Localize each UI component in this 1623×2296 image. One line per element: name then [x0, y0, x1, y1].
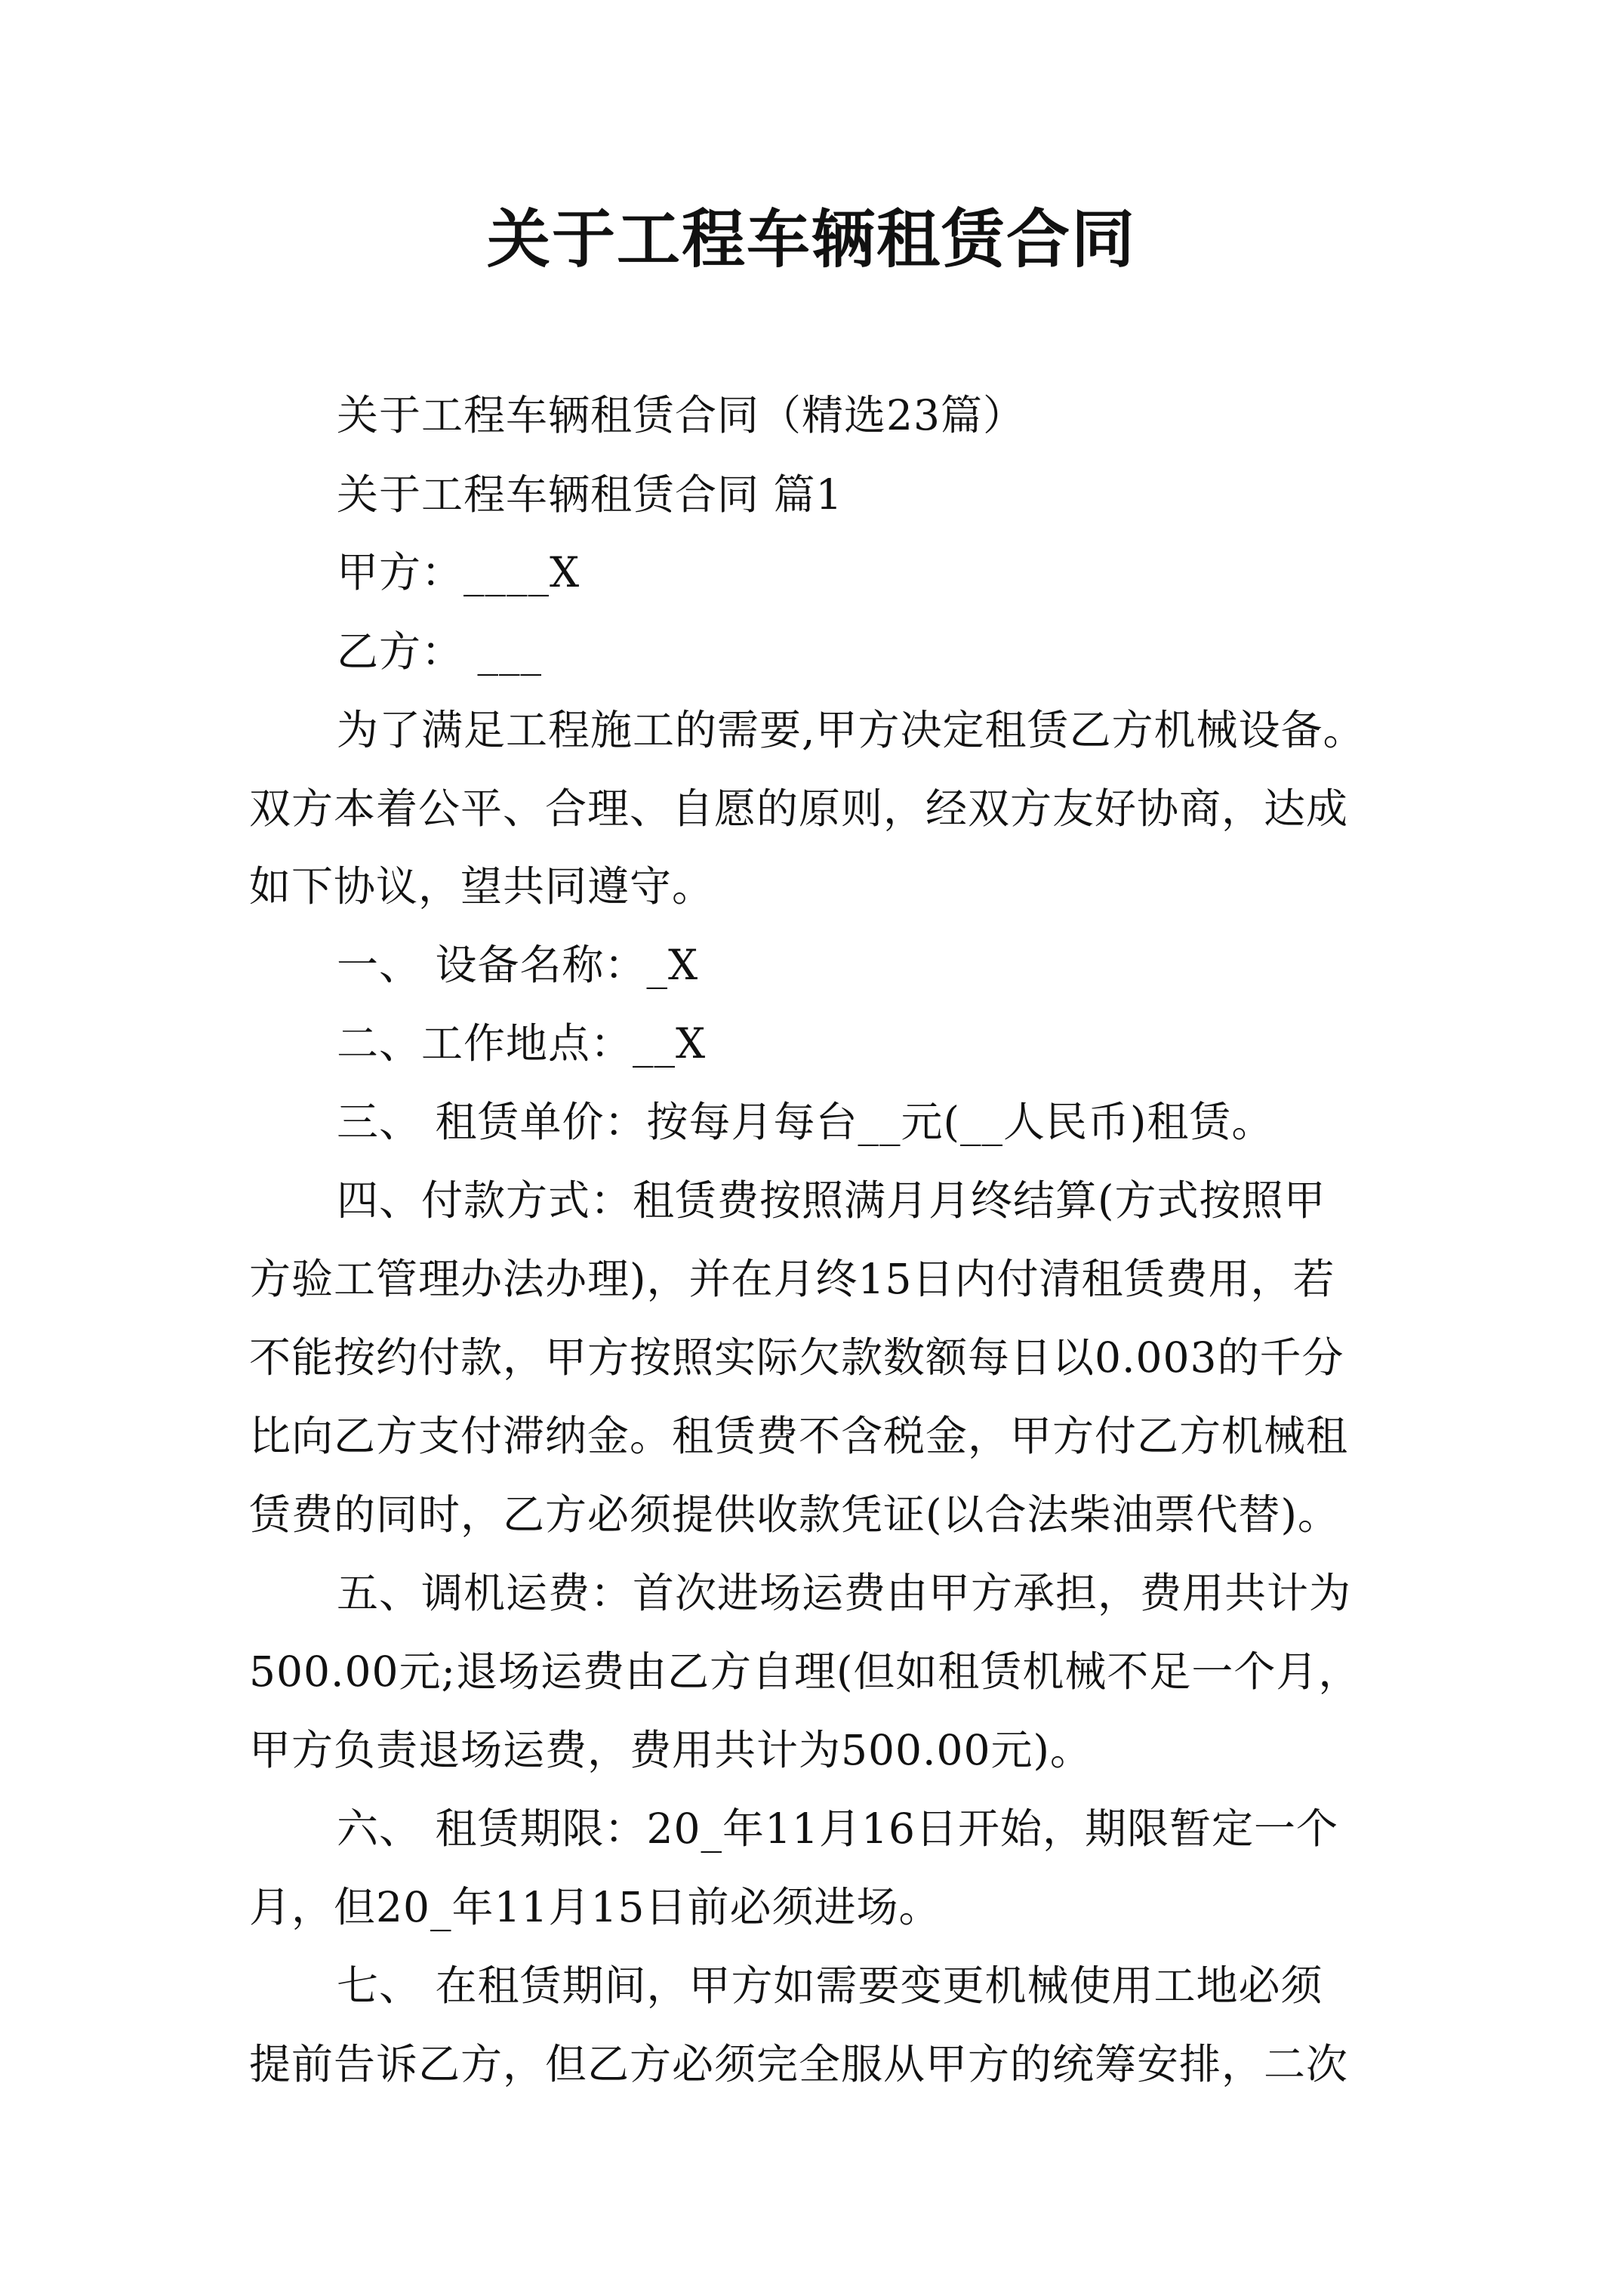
clause-line: 五、调机运费：首次进场运费由甲方承担，费用共计为	[337, 1569, 1352, 1617]
subtitle-line: 关于工程车辆租赁合同（精选23篇）	[337, 391, 1025, 439]
clause-line: 赁费的同时，乙方必须提供收款凭证(以合法柴油票代替)。	[249, 1490, 1340, 1539]
clause-line: 三、 租赁单价：按每月每台__元(__人民币)租赁。	[337, 1098, 1274, 1146]
party-b-line: 乙方： ___	[337, 627, 542, 676]
clause-line: 月，但20_年11月15日前必须进场。	[249, 1883, 941, 1931]
section-heading: 关于工程车辆租赁合同 篇1	[337, 470, 843, 519]
clause-line: 500.00元;退场运费由乙方自理(但如租赁机械不足一个月，	[249, 1647, 1361, 1696]
party-a-line: 甲方：____X	[337, 548, 581, 596]
clause-line: 不能按约付款，甲方按照实际欠款数额每日以0.003的千分	[249, 1333, 1344, 1382]
clause-line: 七、 在租赁期间，甲方如需要变更机械使用工地必须	[337, 1962, 1323, 2010]
clause-line: 六、 租赁期限：20_年11月16日开始，期限暂定一个	[337, 1804, 1338, 1853]
paragraph-line: 为了满足工程施工的需要,甲方决定租赁乙方机械设备。	[337, 706, 1366, 754]
clause-line: 甲方负责退场运费，费用共计为500.00元)。	[249, 1726, 1092, 1774]
clause-line: 提前告诉乙方，但乙方必须完全服从甲方的统筹安排，二次	[249, 2040, 1349, 2088]
clause-line: 一、 设备名称：_X	[337, 941, 699, 989]
paragraph-line: 如下协议，望共同遵守。	[249, 862, 715, 911]
paragraph-line: 双方本着公平、合理、自愿的原则，经双方友好协商，达成	[249, 784, 1349, 833]
clause-line: 二、工作地点：__X	[337, 1019, 707, 1068]
clause-line: 方验工管理办法办理)，并在月终15日内付清租赁费用，若	[249, 1255, 1335, 1303]
clause-line: 比向乙方支付滞纳金。租赁费不含税金，甲方付乙方机械租	[249, 1412, 1349, 1460]
document-title: 关于工程车辆租赁合同	[486, 202, 1136, 276]
clause-line: 四、付款方式：租赁费按照满月月终结算(方式按照甲	[337, 1176, 1326, 1225]
